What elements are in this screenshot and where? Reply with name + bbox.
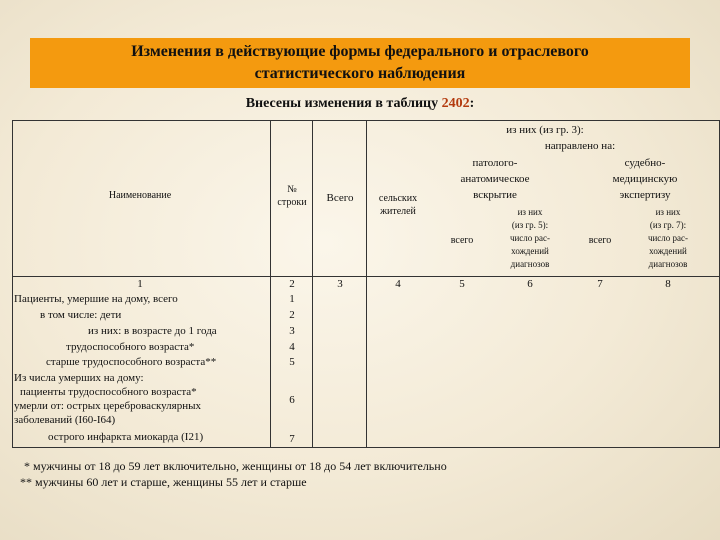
pathanat-label-1: патолого- [472,157,518,169]
col-header-sub8-3: число рас- [647,233,689,243]
of-which-label-2: направлено на: [544,140,616,152]
col-header-sub6-2: (из гр. 5): [511,220,549,230]
title-line-1: Изменения в действующие формы федерального и отраслевого [131,43,589,60]
row-number-5: 5 [289,356,295,368]
title-banner [30,38,690,88]
row-label-2: в том числе: дети [40,309,122,321]
col-number-1: 1 [137,278,143,290]
row-number-4: 4 [289,341,295,353]
col-header-rowno-1: № [287,184,297,195]
row6-label-2: пациенты трудоспособного возраста* [20,386,197,398]
col-number-2: 2 [289,278,295,290]
col-header-sub6-3: число рас- [509,233,551,243]
row-label-5: старше трудоспособного возраста** [46,356,217,368]
col-header-sub6-1: из них [517,207,543,217]
row-label-4: трудоспособного возраста* [66,341,195,353]
footnote-2: ** мужчины 60 лет и старше, женщины 55 лет и старше [20,475,307,489]
row6-label-4: заболеваний (I60-I64) [14,414,116,426]
col-number-8: 8 [665,278,671,290]
col-header-total5: всего [450,235,474,246]
col-header-sub8-5: диагнозов [648,259,688,269]
footnote-1: * мужчины от 18 до 59 лет включительно, женщины от 18 до 54 лет включительно [24,459,447,473]
col-header-name: Наименование [108,190,172,201]
row-number-1: 1 [289,293,295,305]
col-header-total: Всего [326,192,354,204]
pathanat-label-2: анатомическое [460,173,530,185]
row-label-3: из них: в возрасте до 1 года [88,325,217,337]
col-header-sub8-1: из них [655,207,681,217]
col-header-sub6-4: хождений [511,246,549,256]
col-header-sub6-5: диагнозов [510,259,550,269]
col-divider-rowno [312,120,313,448]
forensic-label-3: экспертизу [619,189,671,201]
row6-label-3: умерли от: острых цереброваскулярных [14,400,201,412]
col-divider-total [366,120,367,448]
col-number-3: 3 [337,278,343,290]
col-header-rural-1: сельских [378,193,418,204]
col-header-sub8-4: хождений [649,246,687,256]
col-divider-name [270,120,271,448]
col-number-4: 4 [395,278,401,290]
col-header-total7: всего [588,235,612,246]
row-number-2: 2 [289,309,295,321]
forensic-label-2: медицинскую [612,173,678,185]
header-divider [12,276,720,277]
title-line-2: статистического наблюдения [254,65,466,82]
of-which-label-1: из них (из гр. 3): [506,124,584,136]
col-number-6: 6 [527,278,533,290]
table-left-border [12,120,13,448]
row-label-7: острого инфаркта миокарда (I21) [48,431,204,443]
col-header-sub8-2: (из гр. 7): [649,220,687,230]
col-number-7: 7 [597,278,603,290]
col-number-5: 5 [459,278,465,290]
table-number: 2402 [441,96,470,111]
pathanat-label-3: вскрытие [473,189,517,201]
row-number-6: 6 [289,394,295,406]
col-header-rowno-2: строки [277,197,307,208]
row6-label-1: Из числа умерших на дому: [14,372,144,384]
row-label-1: Пациенты, умершие на дому, всего [14,293,178,305]
subtitle [0,96,720,112]
row-number-7: 7 [289,433,295,445]
subtitle-suffix: : [469,96,475,111]
col-header-rural-2: жителей [380,206,416,217]
subtitle-prefix: Внесены изменения в таблицу [245,96,442,111]
row-number-3: 3 [289,325,295,337]
forensic-label-1: судебно- [624,157,666,169]
